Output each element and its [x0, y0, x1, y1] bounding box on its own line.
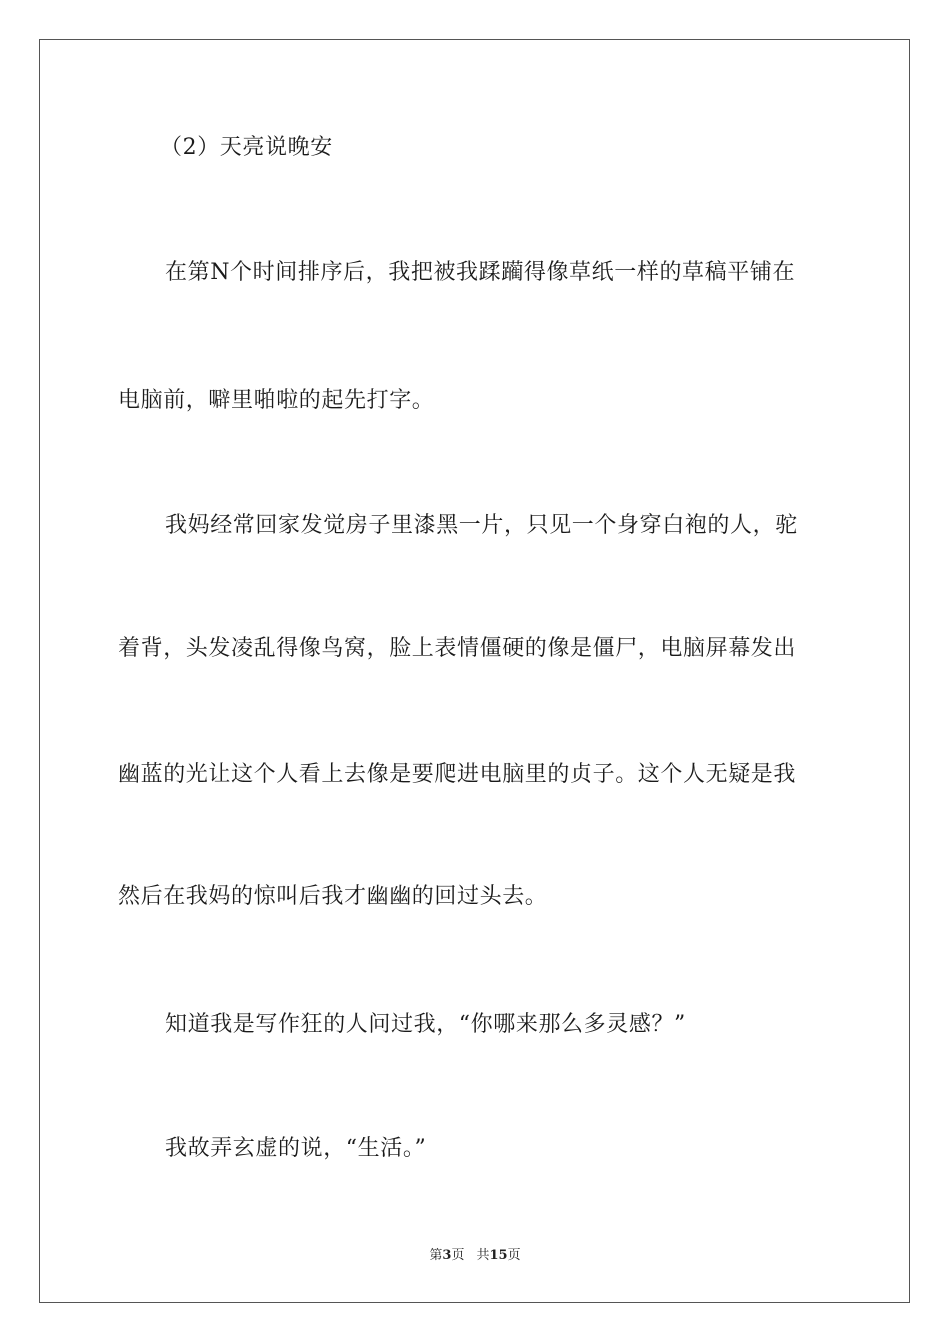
page-number: 3 [442, 1248, 452, 1263]
paragraph-line: 着背，头发凌乱得像鸟窝，脸上表情僵硬的像是僵尸，电脑屏幕发出 [118, 636, 797, 661]
page-suffix: 页 [451, 1248, 465, 1263]
paragraph-line: 幽蓝的光让这个人看上去像是要爬进电脑里的贞子。这个人无疑是我 [118, 762, 797, 787]
total-pages: 15 [489, 1248, 508, 1263]
paragraph-line: 在第N个时间排序后，我把被我蹂躏得像草纸一样的草稿平铺在 [165, 260, 796, 285]
paragraph-line: 电脑前，噼里啪啦的起先打字。 [118, 388, 435, 413]
total-suffix: 页 [507, 1248, 521, 1263]
total-prefix: 共 [476, 1248, 490, 1263]
paragraph-line: 我故弄玄虚的说，“生活。” [165, 1136, 427, 1161]
page-border [39, 39, 910, 1303]
section-heading: （2）天亮说晚安 [160, 135, 333, 160]
paragraph-line: 然后在我妈的惊叫后我才幽幽的回过头去。 [118, 884, 548, 909]
page-prefix: 第 [429, 1248, 443, 1263]
paragraph-line: 知道我是写作狂的人问过我，“你哪来那么多灵感？” [165, 1012, 686, 1037]
paragraph-line: 我妈经常回家发觉房子里漆黑一片，只见一个身穿白袍的人，驼 [165, 513, 798, 538]
page-footer [0, 1247, 950, 1265]
